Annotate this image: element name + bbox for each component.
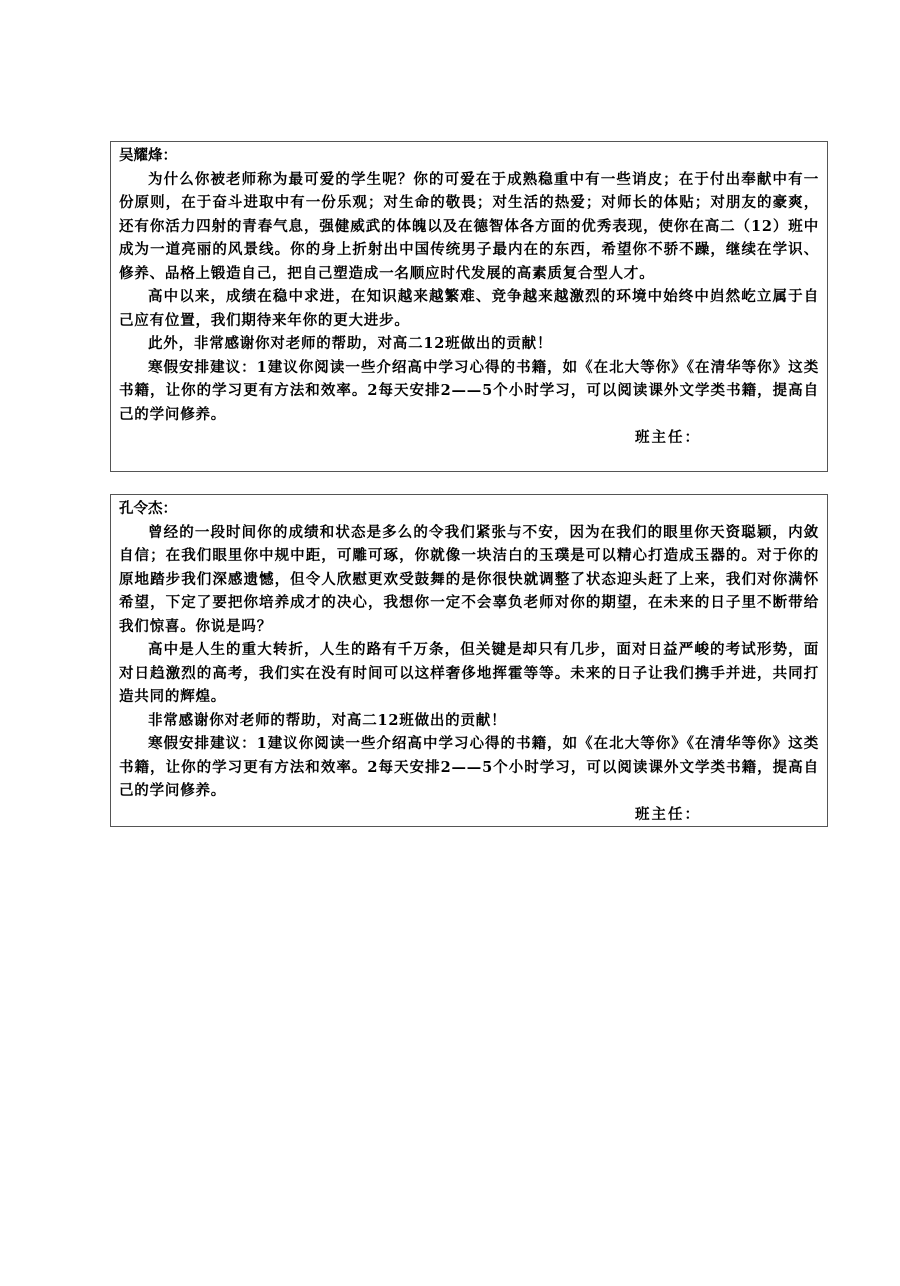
comment-paragraph: 此外，非常感谢你对老师的帮助，对高二12班做出的贡献！: [148, 335, 553, 352]
comment-paragraph: 为什么你被老师称为最可爱的学生呢？你的可爱在于成熟稳重中有一些诮皮；在于付出奉献中有一份原则，在于奋斗进取中有一份乐观；对生命的敬畏；对生活的热爱；对师长的体贴；对朋友的豪爽，还有你活力四射的青春气息，强健威武的体魄以及在德智体各方面的优秀表现，使你在高二（12）班中成为一道亮丽的风景线。你的身上折射出中国传统男子最内在的东西，希望你不骄不躁，继续在学识、修养、品格上锻造自己，把自己塑造成一名顺应时代发展的高素质复合型人才。: [119, 170, 819, 282]
comment-paragraph: 曾经的一段时间你的成绩和状态是多么的令我们紧张与不安，因为在我们的眼里你天资聪颖，内敛自信；在我们眼里你中规中距，可雕可琢，你就像一块洁白的玉璞是可以精心打造成玉器的。对于你的原地踏步我们深感遗憾，但令人欣慰更欢受鼓舞的是你很快就调整了状态迎头赶了上来，我们对你满怀希望，下定了要把你培养成才的决心，我想你一定不会辜负老师对你的期望，在未来的日子里不断带给我们惊喜。你说是吗？: [119, 523, 819, 635]
student-name: 孔令杰：: [119, 500, 177, 517]
comment-paragraph: 高中是人生的重大转折，人生的路有千万条，但关键是却只有几步，面对日益严峻的考试形势，面对日趋激烈的高考，我们实在没有时间可以这样奢侈地挥霍等等。未来的日子让我们携手并进，共同打造共同的辉煌。: [119, 641, 819, 705]
signature-label: 班主任：: [635, 805, 701, 823]
comment-paragraph: 寒假安排建议：1建议你阅读一些介绍高中学习心得的书籍，如《在北大等你》《在清华等你》这类书籍，让你的学习更有方法和效率。2每天安排2——5个小时学习，可以阅读课外文学类书籍，提高自己的学问修养。: [119, 358, 819, 423]
comment-paragraph: 高中以来，成绩在稳中求进，在知识越来越繁难、竞争越来越激烈的环境中始终中岿然屹立属于自己应有位置，我们期待来年你的更大进步。: [119, 288, 819, 329]
student-name: 吴耀烽：: [119, 147, 177, 164]
comment-paragraph: 非常感谢你对老师的帮助，对高二12班做出的贡献！: [148, 711, 507, 729]
comment-box-2: [110, 494, 828, 827]
comment-box-1: [110, 141, 828, 472]
comment-paragraph: 寒假安排建议：1建议你阅读一些介绍高中学习心得的书籍，如《在北大等你》《在清华等你》这类书籍，让你的学习更有方法和效率。2每天安排2——5个小时学习，可以阅读课外文学类书籍，提高自己的学问修养。: [119, 735, 819, 799]
signature-label: 班主任：: [635, 429, 701, 446]
